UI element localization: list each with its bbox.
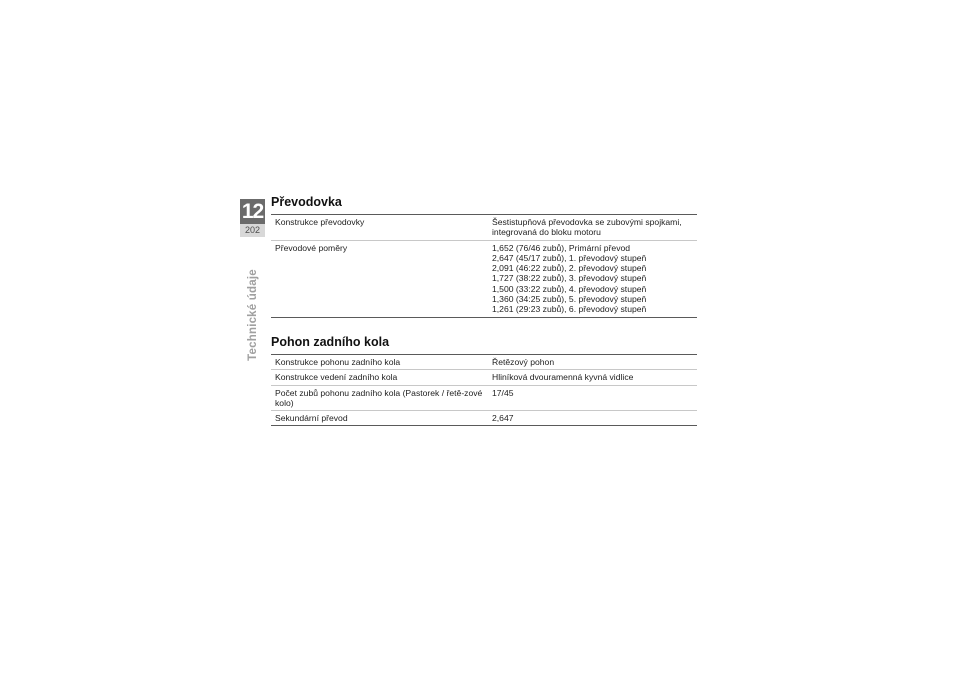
row-label: Sekundární převod (275, 413, 348, 424)
value-line: 17/45 (492, 387, 514, 398)
row-label: Konstrukce pohonu zadního kola (271, 355, 488, 370)
value-line: integrovaná do bloku motoru (492, 227, 601, 238)
value-line: 1,652 (76/46 zubů), Primární převod (492, 242, 631, 253)
value-line: Řetězový pohon (492, 357, 555, 367)
row-label: Převodové poměry (275, 242, 348, 253)
value-line: 1,360 (34:25 zubů), 5. převodový stupeň (492, 294, 647, 305)
table-row (271, 411, 697, 426)
spec-table (271, 214, 697, 318)
row-value (488, 370, 697, 385)
value-line: 1,261 (29:23 zubů), 6. převodový stupeň (492, 304, 647, 315)
table-row (271, 240, 697, 317)
value-line: 2,647 (492, 413, 514, 424)
table-row (271, 385, 697, 411)
row-value (488, 385, 697, 411)
row-label: Počet zubů pohonu zadního kola (Pastorek / řetě-zové kolo) (271, 385, 488, 411)
row-value (488, 411, 697, 426)
table-row (271, 215, 697, 241)
value-line: Hliníková dvouramenná kyvná vidlice (492, 372, 634, 383)
value-line: 2,091 (46:22 zubů), 2. převodový stupeň (492, 263, 647, 274)
row-value (488, 215, 697, 241)
section-gearbox (271, 195, 697, 318)
row-label: Konstrukce vedení zadního kola (271, 370, 488, 385)
spec-table (271, 354, 697, 426)
chapter-side-title: Technické údaje (247, 269, 259, 361)
value-line: 2,647 (45/17 zubů), 1. převodový stupeň (492, 252, 647, 263)
chapter-badge (240, 199, 265, 237)
value-line: 1,727 (38:22 zubů), 3. převodový stupeň (492, 273, 647, 284)
row-value (488, 355, 697, 370)
table-row (271, 370, 697, 385)
value-line: 1,500 (33:22 zubů), 4. převodový stupeň (492, 283, 647, 294)
section-rear-wheel-drive (271, 335, 697, 426)
section-heading: Převodovka (271, 195, 342, 209)
row-value (488, 240, 697, 317)
value-line: Šestistupňová převodovka se zubovými spojkami, (492, 217, 682, 227)
table-row (271, 355, 697, 370)
row-label: Konstrukce převodovky (271, 215, 488, 241)
page-number: 202 (240, 224, 265, 237)
chapter-number: 12 (241, 200, 264, 223)
section-heading: Pohon zadního kola (271, 335, 390, 349)
